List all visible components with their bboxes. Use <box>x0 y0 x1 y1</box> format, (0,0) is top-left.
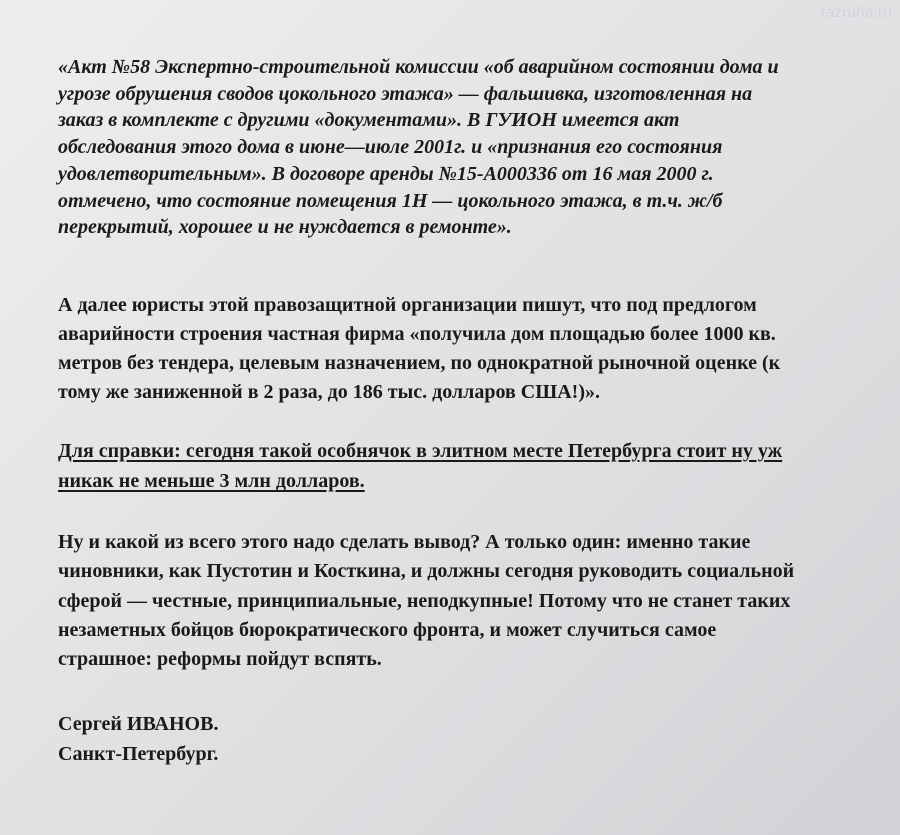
text-line: аварийности строения частная фирма «получила дом площадью более 1000 кв. <box>58 323 776 345</box>
text-line: тому же заниженной в 2 раза, до 186 тыс. долларов США!)». <box>58 381 600 403</box>
text-line: отмечено, что состояние помещения 1Н — цокольного этажа, в т.ч. ж/б <box>58 189 723 212</box>
text-line: обследования этого дома в июне—июле 2001г. и «признания его состояния <box>58 136 723 159</box>
reference-note <box>58 436 782 496</box>
text-line: удовлетворительным». В договоре аренды №15-А000336 от 16 мая 2000 г. <box>58 162 714 185</box>
text-line: никак не меньше 3 млн долларов. <box>58 470 365 492</box>
text-line: угрозе обрушения сводов цокольного этажа» — фальшивка, изготовленная на <box>58 82 753 105</box>
text-line: «Акт №58 Экспертно-строительной комиссии «об аварийном состоянии дома и <box>58 56 779 78</box>
text-line: метров без тендера, целевым назначением, по однократной рыночной оценке (к <box>58 352 781 374</box>
article-body <box>58 54 888 765</box>
signature <box>58 709 218 769</box>
quote-paragraph <box>58 54 888 241</box>
lawyers-paragraph <box>58 291 780 407</box>
text-line: А далее юристы этой правозащитной организации пишут, что под предлогом <box>58 294 757 316</box>
text-line: страшное: реформы пойдут вспять. <box>58 648 382 671</box>
text-line: Ну и какой из всего этого надо сделать вывод? А только один: именно такие <box>58 531 751 553</box>
watermark: razruha.ru <box>820 4 892 21</box>
text-line: Для справки: сегодня такой особнячок в элитном месте Петербурга стоит ну уж <box>58 440 783 462</box>
text-line: сферой — честные, принципиальные, неподкупные! Потому что не станет таких <box>58 589 791 612</box>
text-line: заказ в комплекте с другими «документами». В ГУИОН имеется акт <box>58 109 680 132</box>
text-line: чиновники, как Пустотин и Косткина, и должны сегодня руководить социальной <box>58 560 795 583</box>
text-line: перекрытий, хорошее и не нуждается в ремонте». <box>58 216 512 239</box>
author-name: Сергей ИВАНОВ. <box>58 713 219 735</box>
author-city: Санкт-Петербург. <box>58 743 219 765</box>
conclusion-paragraph <box>58 528 794 674</box>
text-line: незаметных бойцов бюрократического фронта, и может случиться самое <box>58 618 717 641</box>
